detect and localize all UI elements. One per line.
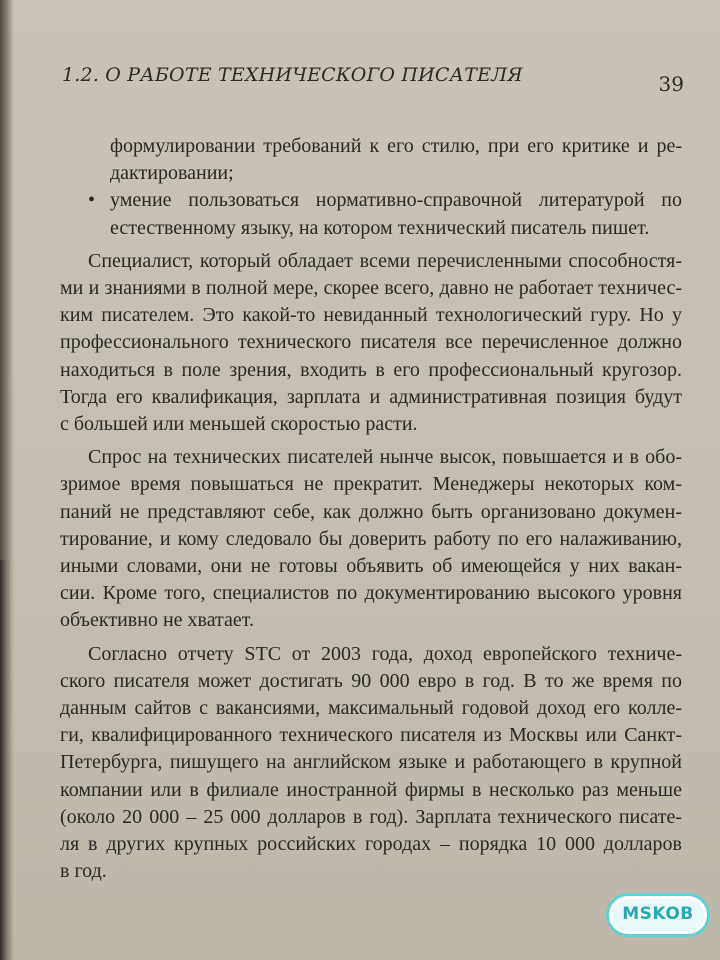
text-line: ми и знаниями в полной мере, скорее всего, давно не работает техничес- bbox=[60, 277, 682, 300]
text-line: ким писателем. Это какой-то невиданный технологический гуру. Но у bbox=[60, 304, 682, 327]
watermark-text: MSKOB bbox=[622, 904, 694, 924]
text-line: объективно не хватает. bbox=[60, 609, 255, 632]
text-line: Тогда его квалификация, зарплата и административная позиция будут bbox=[60, 385, 682, 408]
text-line: иными словами, они не готовы объявить об имеющейся у них вакан- bbox=[60, 555, 682, 578]
body-text bbox=[60, 133, 682, 885]
text-line: (около 20 000 – 25 000 долларов в год). Зарплата технического писате- bbox=[60, 805, 682, 828]
bullet-icon: • bbox=[88, 189, 96, 212]
text-line: компании или в филиале иностранной фирмы в несколько раз меньше bbox=[60, 778, 682, 801]
text-line: Специалист, который обладает всеми перечисленными способностя- bbox=[88, 249, 682, 272]
text-line: в год. bbox=[60, 860, 107, 883]
text-line: умение пользоваться нормативно-справочной литературой по bbox=[110, 189, 682, 212]
text-line: паний не представляют себе, как должно быть организовано докумен- bbox=[60, 500, 682, 523]
text-line: Петербурга, пишущего на английском языке и работающего в крупной bbox=[60, 751, 682, 774]
text-line: дактировании; bbox=[110, 162, 234, 185]
text-line: ги, квалифицированного технического писателя из Москвы или Санкт- bbox=[60, 724, 682, 747]
paragraph bbox=[60, 248, 682, 438]
continuation-text bbox=[60, 133, 682, 187]
running-title: 1.2. О РАБОТЕ ТЕХНИЧЕСКОГО ПИСАТЕЛЯ bbox=[62, 64, 523, 86]
spine-shadow-lower bbox=[0, 560, 10, 960]
text-line: тирование, и кому следовало бы доверить работу по его налаживанию, bbox=[60, 527, 682, 550]
text-line: находиться в поле зрения, входить в его профессиональный кругозор. bbox=[60, 358, 682, 381]
text-line: ля в других крупных российских городах – порядка 10 000 долларов bbox=[60, 833, 682, 856]
bullet-item bbox=[60, 187, 682, 241]
text-line: Спрос на технических писателей нынче высок, повышается и в обо- bbox=[88, 446, 682, 469]
watermark-logo bbox=[606, 893, 710, 937]
text-line: зримое время повышаться не прекратит. Менеджеры некоторых ком- bbox=[60, 473, 682, 496]
text-line: Согласно отчету STC от 2003 года, доход европейского техниче- bbox=[88, 642, 682, 665]
text-line: ского писателя может достигать 90 000 евро в год. В то же время по bbox=[60, 669, 682, 692]
text-line: с большей или меньшей скоростью расти. bbox=[60, 413, 418, 436]
paragraph bbox=[60, 641, 682, 886]
text-line: профессионального технического писателя все перечисленное должно bbox=[60, 331, 682, 354]
paragraph bbox=[60, 444, 682, 634]
page-number: 39 bbox=[658, 72, 684, 96]
text-line: данным сайтов с вакансиями, максимальный годовой доход его колле- bbox=[60, 697, 682, 720]
text-line: формулировании требований к его стилю, при его критике и ре- bbox=[110, 135, 682, 157]
text-line: естественному языку, на котором технический писатель пишет. bbox=[110, 216, 650, 239]
text-line: сии. Кроме того, специалистов по документированию высокого уровня bbox=[60, 582, 682, 605]
